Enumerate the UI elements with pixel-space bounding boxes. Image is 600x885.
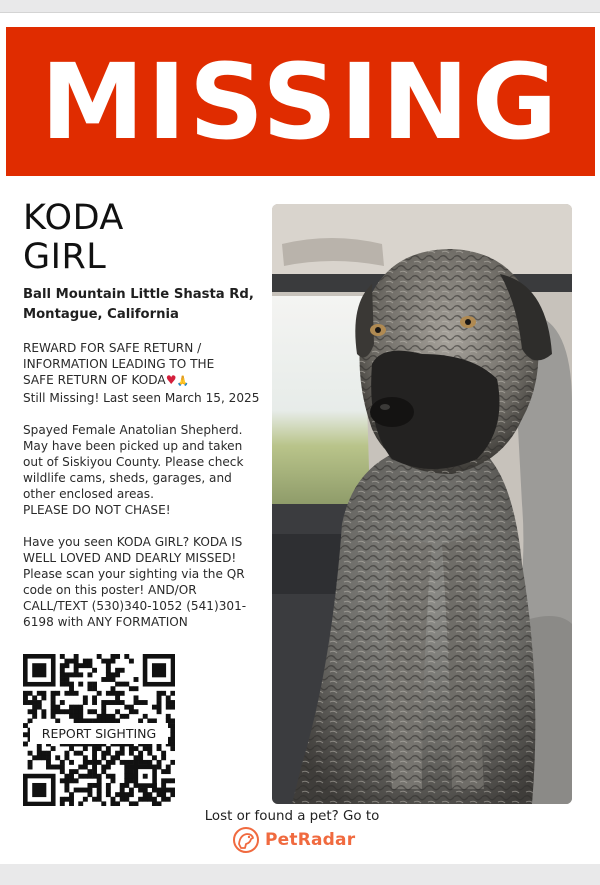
appeal-line: CALL/TEXT (530)340-1052 (541)301- bbox=[23, 599, 247, 613]
appeal-line: WELL LOVED AND DEARLY MISSED! bbox=[23, 551, 237, 565]
petradar-logo[interactable] bbox=[232, 826, 355, 854]
reward-paragraph bbox=[23, 340, 273, 406]
description-line: May have been picked up and taken bbox=[23, 439, 243, 453]
description-line: wildlife cams, sheds, garages, and bbox=[23, 471, 232, 485]
pet-location bbox=[23, 285, 273, 325]
heart-icon: ♥ bbox=[165, 373, 177, 387]
description-line: Spayed Female Anatolian Shepherd. bbox=[23, 423, 243, 437]
appeal-line: Have you seen KODA GIRL? KODA IS bbox=[23, 535, 243, 549]
description-line: other enclosed areas. bbox=[23, 487, 154, 501]
dog-photo bbox=[272, 204, 572, 804]
dog-photo-icon bbox=[272, 204, 572, 804]
description-line: PLEASE DO NOT CHASE! bbox=[23, 503, 171, 517]
location-line-2: Montague, California bbox=[23, 307, 179, 322]
location-line-1: Ball Mountain Little Shasta Rd, bbox=[23, 287, 254, 302]
poster-text-column bbox=[23, 199, 273, 630]
report-sighting-qr-code[interactable] bbox=[23, 654, 175, 806]
qr-label: REPORT SIGHTING bbox=[30, 723, 168, 744]
petradar-brand: PetRadar bbox=[265, 830, 356, 850]
pet-name-line-2: GIRL bbox=[23, 237, 107, 277]
pet-name-line-1: KODA bbox=[23, 198, 124, 238]
reward-line: REWARD FOR SAFE RETURN / bbox=[23, 341, 202, 355]
missing-banner bbox=[6, 27, 595, 176]
petradar-dog-icon bbox=[232, 826, 260, 854]
reward-line-text: SAFE RETURN OF KODA bbox=[23, 373, 166, 387]
appeal-line: Please scan your sighting via the QR bbox=[23, 567, 245, 581]
banner-title: MISSING bbox=[40, 40, 561, 163]
appeal-line: 6198 with ANY FORMATION bbox=[23, 615, 188, 629]
last-seen: Still Missing! Last seen March 15, 2025 bbox=[23, 391, 260, 405]
reward-line bbox=[23, 372, 273, 390]
missing-poster bbox=[0, 12, 600, 864]
reward-line: INFORMATION LEADING TO THE bbox=[23, 357, 215, 371]
appeal-paragraph bbox=[23, 534, 273, 630]
description-paragraph bbox=[23, 422, 273, 518]
description-line: out of Siskiyou County. Please check bbox=[23, 455, 244, 469]
appeal-line: code on this poster! AND/OR bbox=[23, 583, 197, 597]
footer-text: Lost or found a pet? Go to bbox=[204, 809, 380, 824]
praying-hands-icon: 🙏 bbox=[176, 376, 189, 387]
